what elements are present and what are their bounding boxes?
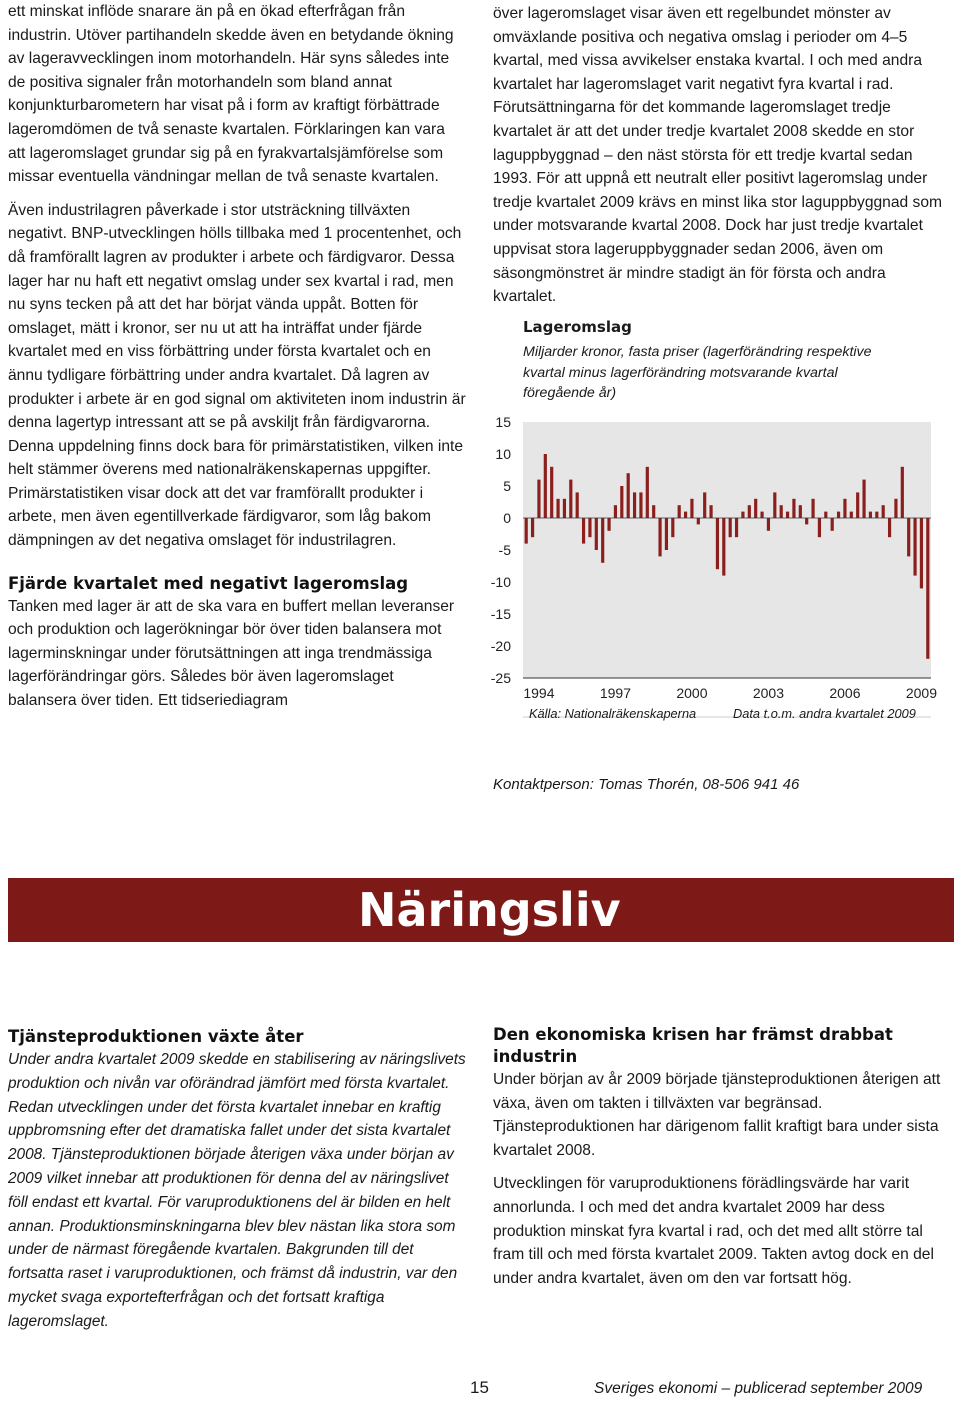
y-tick-label: -20 [490,638,511,654]
bar [690,499,693,518]
body-paragraph: Under början av år 2009 började tjänsteproduktionen återigen att växa, även om takten i tillväxten var begränsad. Tjänsteproduktionen har därigenom fallit kraftigt bara under sista kvartalet 2008. [493,1071,941,1159]
inventory-chart [487,318,947,738]
bar [544,454,547,518]
bar [658,518,661,556]
page-number: 15 [470,1378,489,1397]
bar [792,499,795,518]
bar [620,486,623,518]
crisis-section [493,1024,943,1290]
x-tick-label: 1997 [599,685,632,701]
section-heading: Tjänsteproduktionen växte åter [8,1027,304,1046]
bar [875,512,878,518]
bar [894,499,897,518]
y-tick-label: -10 [490,574,511,590]
bar [869,512,872,518]
bar [920,518,923,588]
section-heading: Den ekonomiska krisen har främst drabbat industrin [493,1025,893,1066]
x-tick-label: 2006 [829,685,861,701]
bar [786,512,789,518]
bar [926,518,929,659]
x-tick-label: 1994 [523,685,555,701]
bar [588,518,591,537]
bar [888,518,891,537]
y-tick-label: -15 [490,606,511,622]
y-tick-label: -25 [490,670,511,686]
y-tick-label: 0 [503,510,511,526]
chart-note: Data t.o.m. andra kvartalet 2009 [733,706,916,721]
bar [741,512,744,518]
section-heading: Fjärde kvartalet med negativt lageromslag [8,573,409,593]
bar [735,518,738,537]
services-section [8,1026,470,1334]
bar [652,505,655,518]
bar [716,518,719,569]
bar [595,518,598,550]
contact-person: Kontaktperson: Tomas Thorén, 08-506 941 46 [493,776,800,793]
bar [678,505,681,518]
body-paragraph: Utvecklingen för varuproduktionens förädlingsvärde har varit annorlunda. I och med det andra kvartalet 2009 har dess produktion minskat fyra kvartal i rad, och det med allt större tal fram till och med första kvartalet 2009. Takten avtog dock en del under andra kvartalet, även om den var fortsatt hög. [493,1175,934,1287]
bar [703,492,706,518]
left-column [8,0,466,713]
bar [748,505,751,518]
section-banner [8,878,954,942]
y-tick-label: 10 [495,446,511,462]
bar [882,505,885,518]
bar [614,505,617,518]
chart-subtitle: Miljarder kronor, fasta priser (lagerförändring respektive kvartal minus lagerförändring motsvarande kvartal föregående år) [523,344,872,401]
bar [556,499,559,518]
bar [627,473,630,518]
bar [601,518,604,563]
bar [831,518,834,531]
bar [837,512,840,518]
bar [729,518,732,537]
bar [767,518,770,531]
body-paragraph: Tanken med lager är att de ska vara en buffert mellan leveranser och produktion och lagerökningar bör över tiden balansera mot lagerminskningar under förutsättningen att inga trendmässiga lagerförändringar görs. Således bör även lageromslaget balansera över tiden. Ett tidseriediagram [8,597,455,710]
bar [818,518,821,537]
bar [582,518,585,544]
bar [633,492,636,518]
bar [913,518,916,576]
bar [850,512,853,518]
bar [697,518,700,524]
bar [563,499,566,518]
bar [843,499,846,518]
bar [607,518,610,531]
plot-area [523,422,931,678]
chart-source: Källa: Nationalräkenskaperna [529,706,697,721]
bar [646,467,649,518]
bar [780,505,783,518]
y-tick-label: -5 [498,542,511,558]
y-tick-label: 5 [503,478,511,494]
bar [722,518,725,576]
bar [537,480,540,518]
bar [639,492,642,518]
chart-title: Lageromslag [523,318,632,336]
y-tick-label: 15 [495,414,511,430]
x-tick-label: 2000 [676,685,708,701]
bar [576,492,579,518]
bar [665,518,668,550]
bar [799,505,802,518]
bar [754,499,757,518]
x-tick-label: 2009 [905,685,938,701]
banner-title: Näringsliv [358,883,621,937]
bar [671,518,674,537]
bar [684,512,687,518]
bar [824,512,827,518]
bar [569,480,572,518]
body-paragraph: över lageromslaget visar även ett regelbundet mönster av omväxlande positiva och negativa omslag i perioder om 4–5 kvartal, med vissa avvikelser enstaka kvartal. I och med andra kvartalet har lageromslaget varit negativt fyra kvartal i rad. Förutsättningarna för det kommande lageromslaget tredje kvartalet är att det under tredje kvartalet 2008 skedde en stor laguppbyggnad – den näst största för ett tredje kvartal sedan 1993. För att uppnå ett neutralt eller positivt lageromslag under tredje kvartalet 2009 krävs en minst lika stor laguppbyggnad som under motsvarande kvartal 2008. Dock har just tredje kvartalet uppvisat stora lageruppbyggnader sedan 2006, även om säsongmönstret är mindre stadigt än för första och andra kvartalet. [493,5,942,306]
publication-info: Sveriges ekonomi – publicerad september 2009 [594,1380,923,1397]
x-tick-label: 2003 [752,685,785,701]
bar [907,518,910,556]
right-column [493,2,953,309]
bar [550,467,553,518]
bar [811,499,814,518]
bar [901,467,904,518]
body-paragraph: Även industrilagren påverkade i stor utsträckning tillväxten negativt. BNP-utvecklingen hölls tillbaka med 1 procentenhet, och då framförallt lagren av produkter i arbete och färdigvaror. Dessa lager har nu haft ett negativt omslag under sex kvartal i rad, men nu syns tecken på att det har börjat vända uppåt. Botten för omslaget, mätt i kronor, ser nu ut att ha inträffat under fjärde kvartalet med en viss förbättring under första kvartalet och en ännu tydligare förbättring under andra kvartalet. Då lagren av produkter i arbete är en god signal om aktiviteten inom industrin är denna lagertyp intressant att se på avskiljt från färdigvarorna. Denna uppdelning finns dock bara för primärstatistiken, vilken inte helt stämmer överens med nationalräkenskapernas uppgifter. Primärstatistiken visar dock att det var framförallt produkter i arbete, men även egentillverkade färdigvaror, som låg bakom dämpningen av det negativa omslaget för industrilagren. [8,201,466,550]
bar [760,512,763,518]
body-paragraph: ett minskat inflöde snarare än på en ökad efterfrågan från industrin. Utöver partihandeln skedde även en betydande ökning av lageravvecklingen inom motorhandeln. Här syns således inte de positiva signaler från motorhandeln som bland annat konjunkturbarometern har visat på i form av kraftigt förbättrade lageromdömen de två senaste kvartalen. Förklaringen kan vara att lageromslaget grundar sig på en fyrakvartalsjämförelse som missar eventuella vändningar mellan de två senaste kvartalen. [8,3,454,186]
bar [525,518,528,544]
intro-paragraph: Under andra kvartalet 2009 skedde en stabilisering av näringslivets produktion och nivån var oförändrad jämfört med första kvartalet. Redan utvecklingen under det första kvartalet innebar en kraftig uppbromsning efter det dramatiska fallet under det sista kvartalet 2008. Tjänsteproduktionen började återigen växa under början av 2009 vilket innebar att produktionen för denna del av näringslivet föll endast ett kvartal. För varuproduktionens del är bilden en helt annan. Produktionsminskningarna blev blev nästan lika stora som under de närmast föregående kvartalen. Bakgrunden till det fortsatta raset i varuproduktionen, och främst då industrin, var den mycket svaga exportefterfrågan och det fortsatt kraftiga lageromslaget. [8,1051,466,1330]
bar [805,518,808,524]
bar [709,505,712,518]
bar [773,492,776,518]
bar [531,518,534,537]
bar [862,480,865,518]
bar [856,492,859,518]
